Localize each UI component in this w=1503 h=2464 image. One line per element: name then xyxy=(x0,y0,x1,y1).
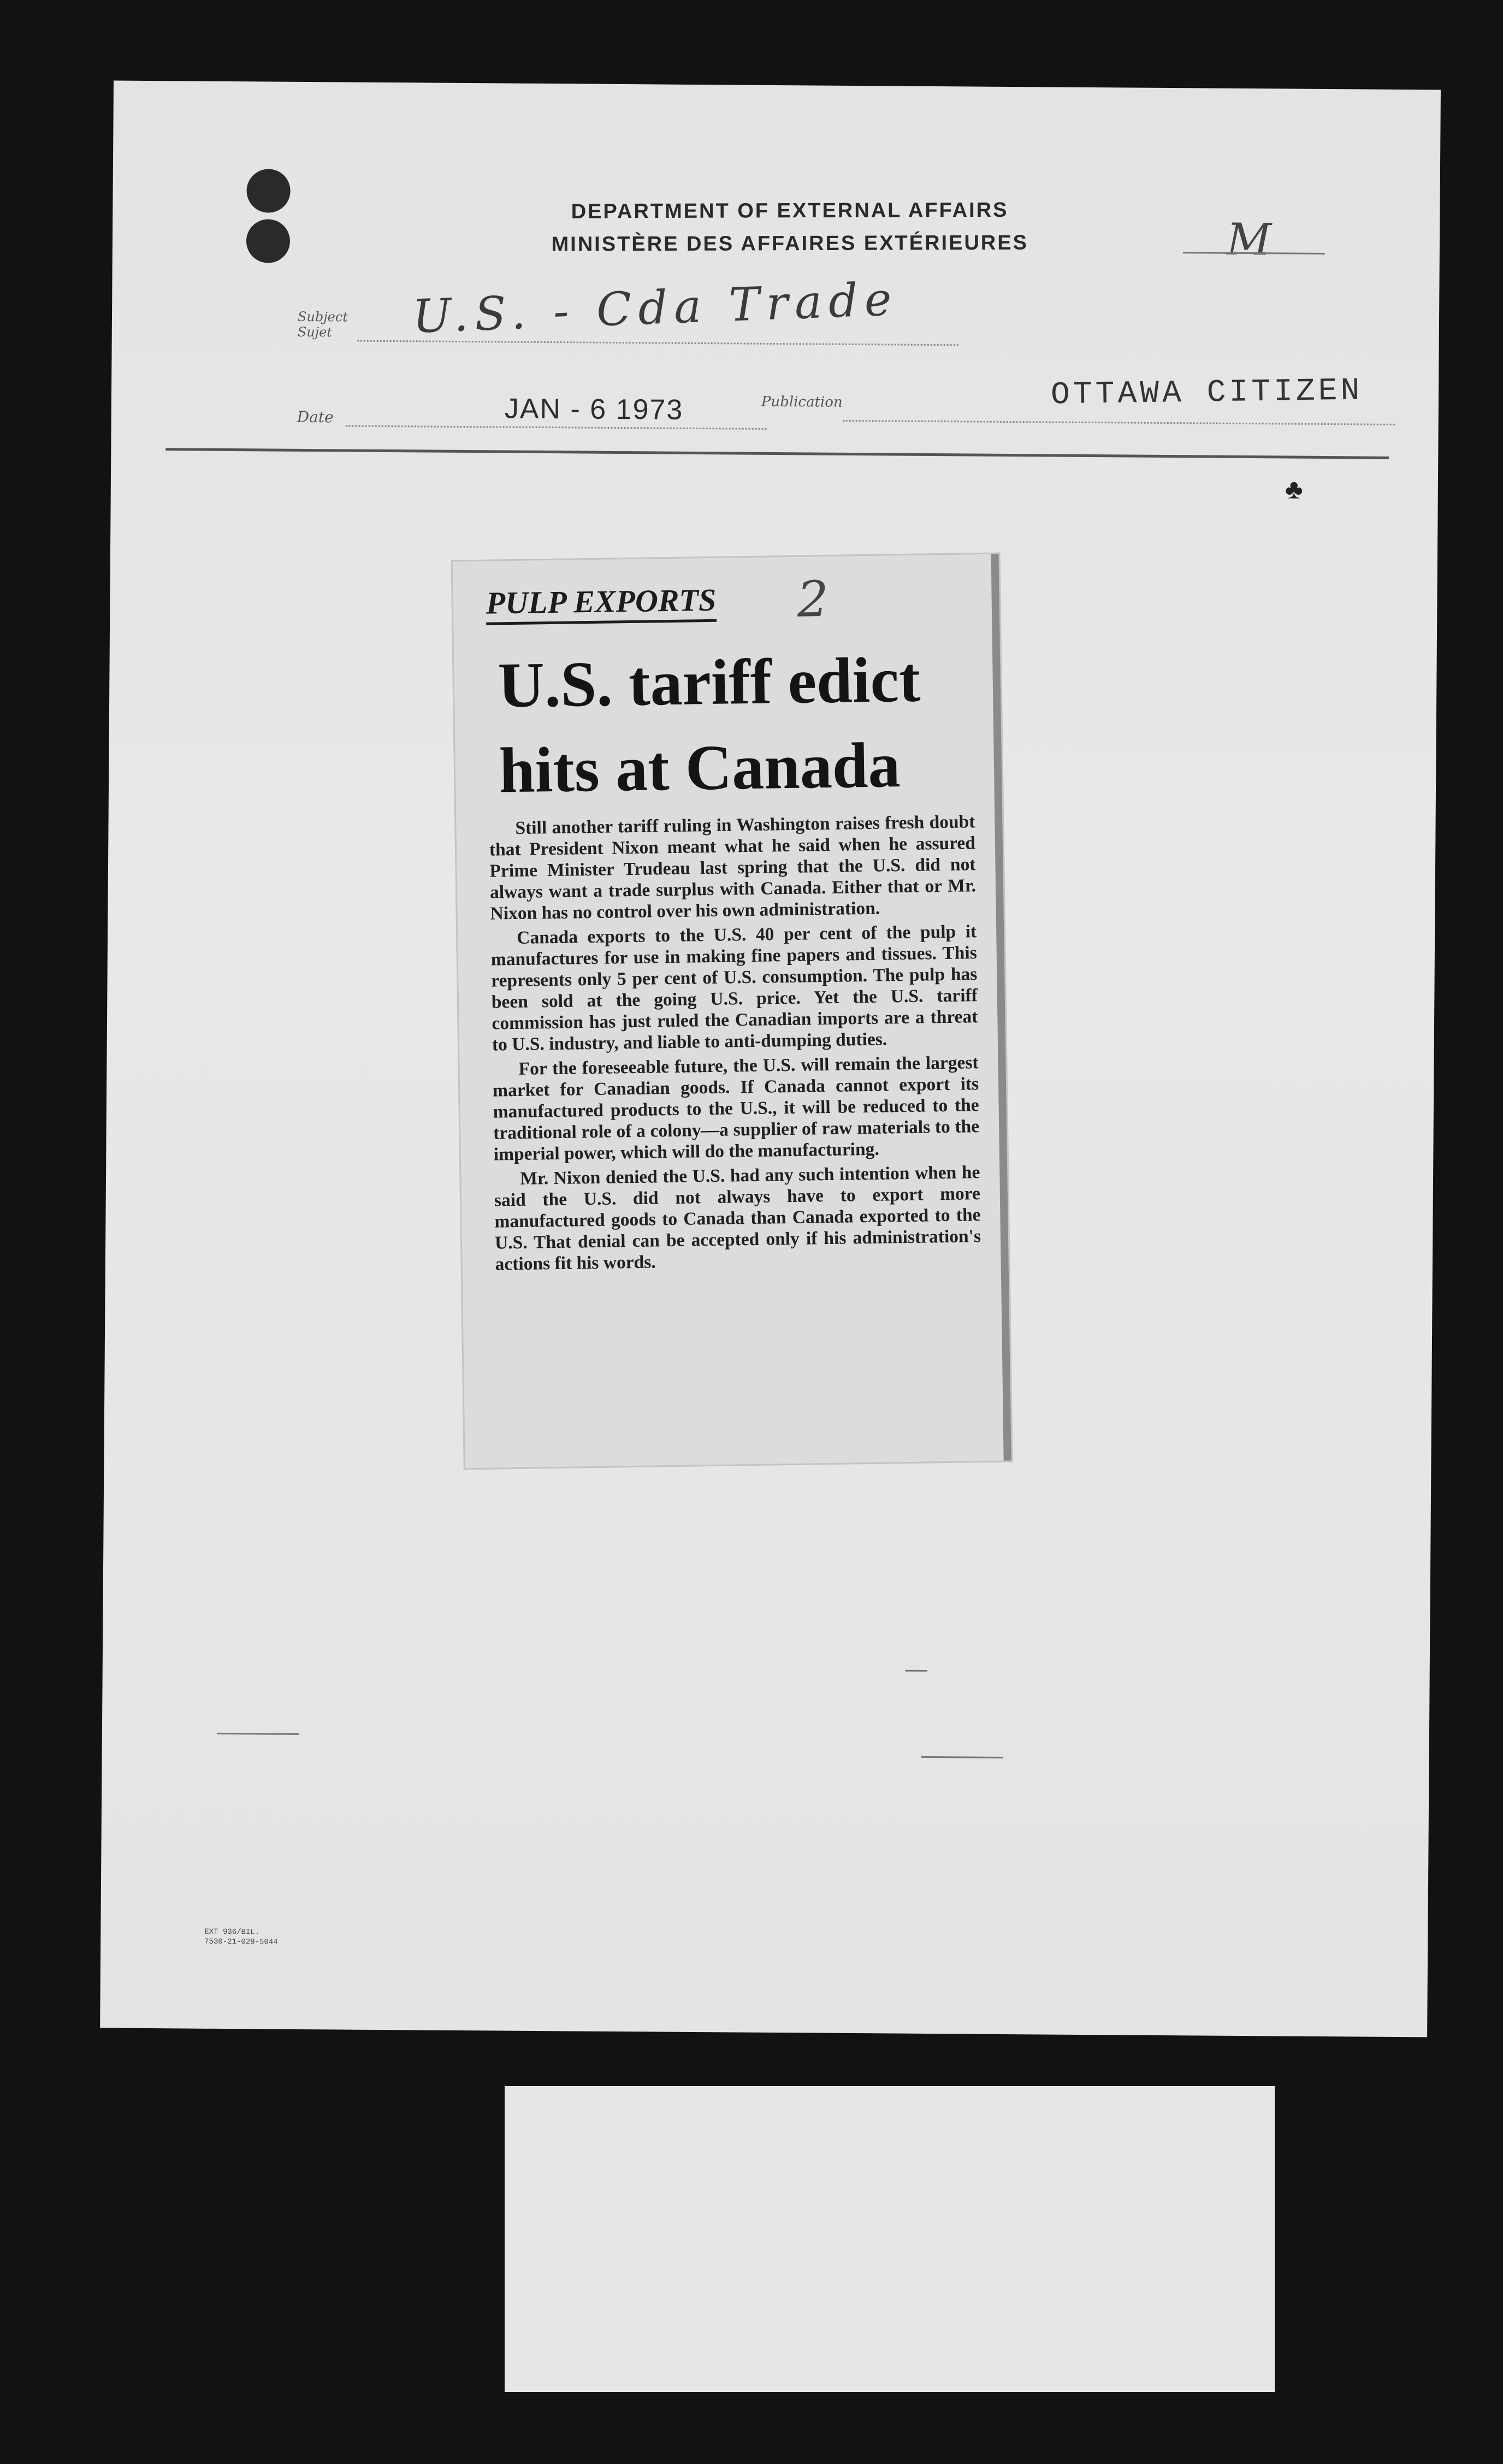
file-sheet xyxy=(100,81,1441,2037)
subject-label xyxy=(298,309,348,340)
clipping-kicker: PULP EXPORTS xyxy=(486,581,717,625)
punch-hole xyxy=(246,219,291,263)
date-value: JAN - 6 1973 xyxy=(504,393,684,426)
margin-tick xyxy=(217,1733,299,1735)
header-rule xyxy=(165,448,1389,459)
department-name-fr: MINISTÈRE DES AFFAIRES EXTÉRIEURES xyxy=(551,231,1029,256)
subject-value: U.S. - Cda Trade xyxy=(411,272,900,343)
publication-value: OTTAWA CITIZEN xyxy=(1050,373,1363,413)
publication-label: Publication xyxy=(761,393,843,411)
subject-line xyxy=(358,340,958,346)
clipping-shadow-edge xyxy=(991,554,1011,1461)
form-code-line: EXT 936/BIL. xyxy=(204,1927,260,1937)
paragraph: For the foreseeable future, the U.S. will remain the largest market for Canadian goods. If Canada cannot export its manufactured products to the U.S., it will be reduced to the traditional role of a colony—a supplier of raw materials to the imperial power, which will do the manufacturing. xyxy=(492,1052,980,1165)
clipping-body xyxy=(489,811,981,1278)
newspaper-clipping xyxy=(453,554,1011,1468)
date-line xyxy=(346,425,767,430)
subject-label-en: Subject xyxy=(297,309,348,325)
handwritten-mark: 2 xyxy=(796,570,829,629)
headline-line: hits at Canada xyxy=(499,729,901,807)
paragraph: Canada exports to the U.S. 40 per cent of the pulp it manufactures for use in making fine papers and tissues. This represents only 5 per cent of U.S. consumption. The pulp has been sold at the going U.S. price. Yet the U.S. tariff commission has just ruled the Canadian imports are a threat to U.S. industry, and liable to anti-dumping duties. xyxy=(490,921,978,1055)
form-code-line: 7530-21-029-5044 xyxy=(204,1937,278,1947)
paragraph: Mr. Nixon denied the U.S. had any such intention when he said the U.S. did not always have to export more manufactured goods to Canada than Canada exported to the U.S. That denial can be accepted only if his administration's actions fit his words. xyxy=(494,1162,981,1275)
date-label: Date xyxy=(297,407,334,427)
punch-hole xyxy=(246,169,291,213)
subject-label-fr: Sujet xyxy=(297,324,333,340)
paragraph: Still another tariff ruling in Washington raises fresh doubt that President Nixon meant what he said when he assured Prime Minister Trudeau last spring that the U.S. did not always want a trade surplus with Canada. Either that or Mr. Nixon has no control over his own administration. xyxy=(489,812,977,924)
margin-tick xyxy=(921,1756,1003,1758)
stamp-mark: ♣ xyxy=(1285,473,1303,505)
margin-tick xyxy=(906,1670,927,1672)
blank-card xyxy=(505,2086,1275,2392)
headline-line: U.S. tariff edict xyxy=(497,643,921,721)
department-header xyxy=(517,193,1063,260)
form-code xyxy=(204,1927,278,1947)
clipping-headline xyxy=(498,636,980,813)
publication-line xyxy=(843,420,1395,425)
page-number: M xyxy=(1226,214,1272,265)
department-name-en: DEPARTMENT OF EXTERNAL AFFAIRS xyxy=(571,198,1009,223)
